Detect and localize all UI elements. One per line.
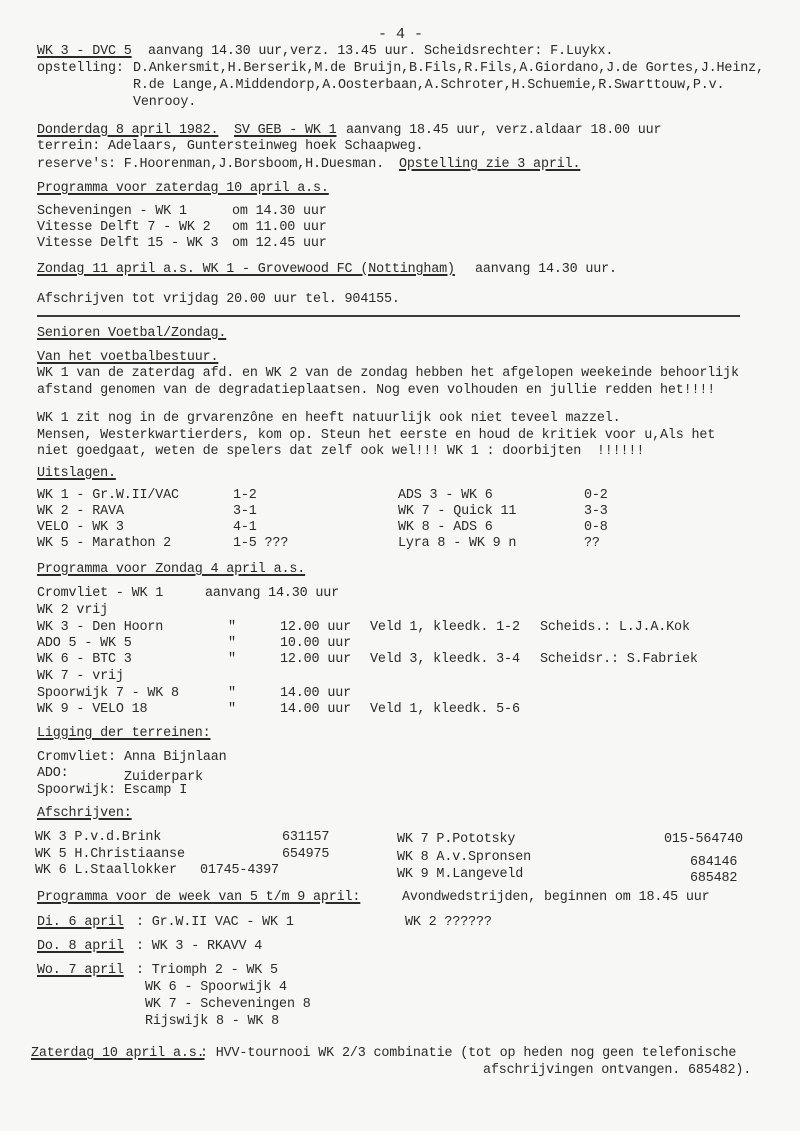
week-tuesday-extra: WK 2 ?????? bbox=[405, 915, 492, 930]
bleed-through-text bbox=[420, 100, 532, 112]
match-terrain-geb: terrein: Adelaars, Guntersteinweg hoek Schaapweg. bbox=[37, 139, 424, 154]
cancel-right-1-phone: 015-564740 bbox=[664, 832, 743, 847]
tournament-label: Zaterdag 10 april a.s. bbox=[31, 1046, 205, 1061]
board-paragraph-2-line-3: niet goedgaat, weten de spelers dat zelf ook wel!!! WK 1 : doorbijten !!!!!! bbox=[37, 444, 645, 459]
program-sunday-row-1-match: Cromvliet - WK 1 bbox=[37, 586, 164, 601]
result-right-3-match: WK 8 - ADS 6 bbox=[398, 520, 493, 535]
week-tuesday-match: : Gr.W.II VAC - WK 1 bbox=[136, 915, 294, 930]
result-right-4-score: ?? bbox=[584, 536, 600, 551]
program-saturday-row-1-time: om 14.30 uur bbox=[232, 204, 327, 219]
terrains-heading: Ligging der terreinen: bbox=[37, 726, 211, 741]
cancel-left-3-phone: 01745-4397 bbox=[200, 863, 279, 878]
program-sunday-row-5-ref: Scheidsr.: S.Fabriek bbox=[540, 652, 698, 667]
result-left-3-match: VELO - WK 3 bbox=[37, 520, 124, 535]
program-sunday-row-8-time: 14.00 uur bbox=[280, 702, 351, 717]
program-sunday-row-1-time: aanvang 14.30 uur bbox=[205, 586, 340, 601]
section-divider bbox=[37, 315, 740, 317]
program-sunday-row-2-match: WK 2 vrij bbox=[37, 603, 108, 618]
match-reserves-geb: reserve's: F.Hoorenman,J.Borsboom,H.Duesman. bbox=[37, 157, 384, 172]
result-left-1-score: 1-2 bbox=[233, 488, 257, 503]
terrain-2-place: Zuiderpark bbox=[124, 770, 203, 785]
week-wednesday-match-3: WK 7 - Scheveningen 8 bbox=[145, 997, 311, 1012]
program-sunday-row-5-field: Veld 3, kleedk. 3-4 bbox=[370, 652, 520, 667]
program-sunday-row-7-time: 14.00 uur bbox=[280, 686, 351, 701]
program-sunday-row-3-field: Veld 1, kleedk. 1-2 bbox=[370, 620, 520, 635]
board-paragraph-2-line-2: Mensen, Westerkwartierders, kom op. Steun het eerste en houd de kritiek voor u,Als het bbox=[37, 428, 716, 443]
sunday-match-heading: Zondag 11 april a.s. WK 1 - Grovewood FC (Nottingham) bbox=[37, 262, 455, 277]
terrain-1-place: Anna Bijnlaan bbox=[124, 750, 227, 765]
week-thursday-label: Do. 8 april bbox=[37, 939, 124, 954]
match-title-geb-wk1: SV GEB - WK 1 bbox=[234, 123, 337, 138]
week-program-heading: Programma voor de week van 5 t/m 9 april: bbox=[37, 890, 361, 905]
week-program-subtitle: Avondwedstrijden, beginnen om 18.45 uur bbox=[402, 890, 710, 905]
program-saturday-row-2-match: Vitesse Delft 7 - WK 2 bbox=[37, 220, 211, 235]
week-wednesday-match-2: WK 6 - Spoorwijk 4 bbox=[145, 980, 287, 995]
program-saturday-row-2-time: om 11.00 uur bbox=[232, 220, 327, 235]
terrain-3-club: Spoorwijk: bbox=[37, 783, 116, 798]
seniors-heading: Senioren Voetbal/Zondag. bbox=[37, 326, 227, 341]
cancel-right-3-phone: 685482 bbox=[690, 871, 738, 886]
match-date-geb: Donderdag 8 april 1982. bbox=[37, 123, 219, 138]
result-right-4-match: Lyra 8 - WK 9 n bbox=[398, 536, 517, 551]
result-right-1-match: ADS 3 - WK 6 bbox=[398, 488, 493, 503]
board-paragraph-2-line-1: WK 1 zit nog in de grvarenzône en heeft natuurlijk ook niet teveel mazzel. bbox=[37, 411, 621, 426]
program-sunday-row-5-time: 12.00 uur bbox=[280, 652, 351, 667]
result-left-2-match: WK 2 - RAVA bbox=[37, 504, 124, 519]
program-sunday-row-3-time: 12.00 uur bbox=[280, 620, 351, 635]
program-sunday-row-5-ditto: " bbox=[228, 652, 236, 667]
result-left-4-score: 1-5 ??? bbox=[233, 536, 289, 551]
program-sunday-row-4-time: 10.00 uur bbox=[280, 636, 351, 651]
cancel-left-2-phone: 654975 bbox=[282, 847, 330, 862]
cancel-right-2-team: WK 8 A.v.Spronsen bbox=[397, 850, 532, 865]
program-sunday-row-8-field: Veld 1, kleedk. 5-6 bbox=[370, 702, 520, 717]
match-details-wk3-dvc5: aanvang 14.30 uur,verz. 13.45 uur. Scheidsrechter: F.Luykx. bbox=[148, 44, 614, 59]
week-wednesday-label: Wo. 7 april bbox=[37, 963, 124, 978]
result-right-3-score: 0-8 bbox=[584, 520, 608, 535]
result-right-2-score: 3-3 bbox=[584, 504, 608, 519]
program-sunday-row-5-match: WK 6 - BTC 3 bbox=[37, 652, 132, 667]
cancel-left-2-team: WK 5 H.Christiaanse bbox=[35, 847, 185, 862]
cancel-right-1-team: WK 7 P.Pototsky bbox=[397, 832, 516, 847]
lineup-label: opstelling: bbox=[37, 61, 124, 76]
result-right-1-score: 0-2 bbox=[584, 488, 608, 503]
cancellations-heading: Afschrijven: bbox=[37, 806, 132, 821]
program-sunday-heading: Programma voor Zondag 4 april a.s. bbox=[37, 562, 306, 577]
program-sunday-row-7-ditto: " bbox=[228, 686, 236, 701]
match-title-wk3-dvc5: WK 3 - DVC 5 bbox=[37, 44, 132, 59]
week-wednesday-match-1: : Triomph 2 - WK 5 bbox=[136, 963, 278, 978]
result-right-2-match: WK 7 - Quick 11 bbox=[398, 504, 517, 519]
result-left-3-score: 4-1 bbox=[233, 520, 257, 535]
terrain-3-place: Escamp I bbox=[124, 783, 188, 798]
program-sunday-row-3-ref: Scheids.: L.J.A.Kok bbox=[540, 620, 690, 635]
result-left-4-match: WK 5 - Marathon 2 bbox=[37, 536, 172, 551]
sunday-match-details: aanvang 14.30 uur. bbox=[475, 262, 617, 277]
terrain-1-club: Cromvliet: bbox=[37, 750, 116, 765]
cancel-right-3-team: WK 9 M.Langeveld bbox=[397, 867, 524, 882]
cancel-left-3-team: WK 6 L.Staallokker bbox=[35, 863, 177, 878]
tournament-text-line-1: : HVV-tournooi WK 2/3 combinatie (tot op heden nog geen telefonische bbox=[200, 1046, 737, 1061]
board-paragraph-1-line-2: afstand genomen van de degradatieplaatsen. Nog even volhouden en jullie redden het!!!! bbox=[37, 383, 716, 398]
program-saturday-heading: Programma voor zaterdag 10 april a.s. bbox=[37, 181, 329, 196]
cancel-left-1-phone: 631157 bbox=[282, 830, 330, 845]
terrain-2-club: ADO: bbox=[37, 766, 69, 781]
lineup-line-2: R.de Lange,A.Middendorp,A.Oosterbaan,A.Schroter,H.Schuemie,R.Swarttouw,P.v. bbox=[133, 78, 725, 93]
board-paragraph-1-line-1: WK 1 van de zaterdag afd. en WK 2 van de zondag hebben het afgelopen weekeinde behoorlijk bbox=[37, 366, 739, 381]
tournament-text-line-2: afschrijvingen ontvangen. 685482). bbox=[483, 1063, 752, 1078]
lineup-reference: Opstelling zie 3 april. bbox=[399, 157, 581, 172]
cancel-notice: Afschrijven tot vrijdag 20.00 uur tel. 904155. bbox=[37, 292, 400, 307]
cancel-right-2-phone: 684146 bbox=[690, 855, 738, 870]
program-saturday-row-3-time: om 12.45 uur bbox=[232, 236, 327, 251]
program-sunday-row-8-ditto: " bbox=[228, 702, 236, 717]
result-left-1-match: WK 1 - Gr.W.II/VAC bbox=[37, 488, 179, 503]
program-sunday-row-7-match: Spoorwijk 7 - WK 8 bbox=[37, 686, 179, 701]
program-sunday-row-3-match: WK 3 - Den Hoorn bbox=[37, 620, 164, 635]
page-number: - 4 - bbox=[378, 26, 424, 43]
program-sunday-row-3-ditto: " bbox=[228, 620, 236, 635]
result-left-2-score: 3-1 bbox=[233, 504, 257, 519]
week-wednesday-match-4: Rijswijk 8 - WK 8 bbox=[145, 1014, 280, 1029]
program-saturday-row-1-match: Scheveningen - WK 1 bbox=[37, 204, 187, 219]
board-heading: Van het voetbalbestuur. bbox=[37, 350, 219, 365]
cancel-left-1-team: WK 3 P.v.d.Brink bbox=[35, 830, 162, 845]
program-sunday-row-6-match: WK 7 - vrij bbox=[37, 669, 124, 684]
match-details-geb-wk1: aanvang 18.45 uur, verz.aldaar 18.00 uur bbox=[346, 123, 662, 138]
lineup-line-3: Venrooy. bbox=[133, 95, 197, 110]
results-heading: Uitslagen. bbox=[37, 466, 116, 481]
week-thursday-match: : WK 3 - RKAVV 4 bbox=[136, 939, 263, 954]
lineup-line-1: D.Ankersmit,H.Berserik,M.de Bruijn,B.Fils,R.Fils,A.Giordano,J.de Gortes,J.Heinz, bbox=[133, 61, 764, 76]
program-sunday-row-4-match: ADO 5 - WK 5 bbox=[37, 636, 132, 651]
program-sunday-row-8-match: WK 9 - VELO 18 bbox=[37, 702, 148, 717]
program-sunday-row-4-ditto: " bbox=[228, 636, 236, 651]
program-saturday-row-3-match: Vitesse Delft 15 - WK 3 bbox=[37, 236, 219, 251]
week-tuesday-label: Di. 6 april bbox=[37, 915, 124, 930]
